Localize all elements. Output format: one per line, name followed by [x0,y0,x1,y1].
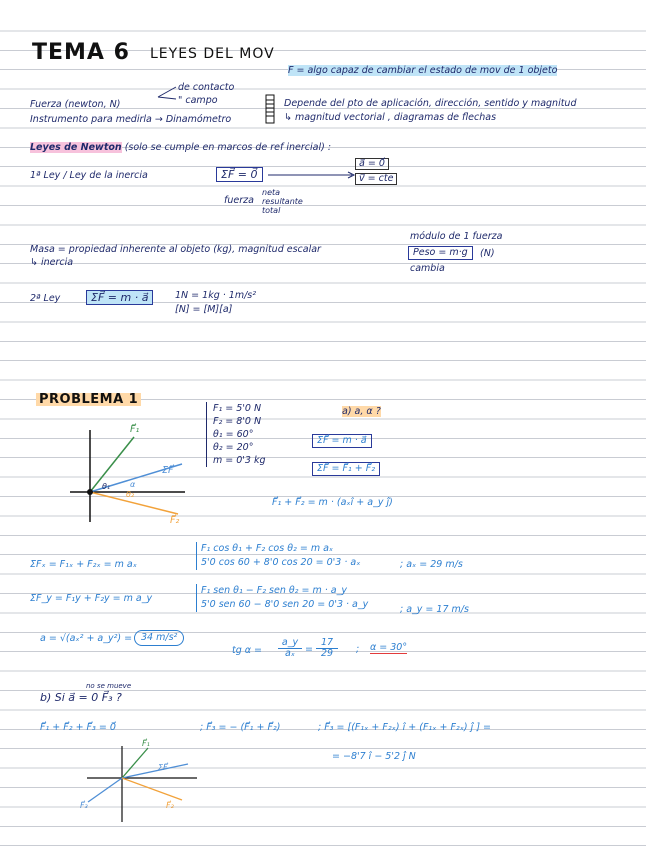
sumfy-right: F₁ sen θ₁ − F₂ sen θ₂ = m · a_y 5'0 sen 60 − 8'0 sen 20 = 0'3 · a_y [196,584,368,612]
sumf-label-b: ΣF⃗ [158,763,168,772]
page-subtitle: LEYES DEL MOV [150,46,275,62]
semicolon: ; [356,644,360,655]
vector-magnitude-line: ↳ magnitud vectorial , diagramas de flechas [284,112,497,123]
b-equation-3: ; F⃗₃ = [(F₁ₓ + F₂ₓ) î + (F₁ₓ + F₂ₓ) ĵ ] = [318,722,492,733]
newton-dims: [N] = [M][a] [175,304,233,315]
tg-alpha: tg α = [232,645,263,656]
first-law-v-const: v⃗ = cte [355,173,397,185]
question-a: a) a, α ? [342,406,381,417]
f1-label: F⃗₁ [130,424,140,435]
f1-label-b: F⃗₁ [142,739,150,748]
tg-frac1: a_y aₓ [278,638,302,658]
first-law-a-zero: a⃗ = 0⃗ [355,158,389,170]
problem-data: F₁ = 5'0 N F₂ = 8'0 N θ₁ = 60° θ₂ = 20° m = 0'3 kg [206,402,266,467]
f2-label: F⃗₂ [170,515,180,526]
alpha-result: α = 30° [370,642,408,653]
mass-definition: Masa = propiedad inherente al objeto (kg), magnitud escalar [30,244,321,255]
ay-result: ; a_y = 17 m/s [400,604,469,615]
arrow-to-consequence [268,171,358,179]
force-diagram-b [82,739,202,832]
problem-title: PROBLEMA 1 [36,393,141,406]
newton-heading: Leyes de Newton (solo se cumple en marcos de ref inercial) : [30,142,332,153]
sumf-f1-f2: ΣF⃗ = F⃗₁ + F⃗₂ [312,462,380,476]
branch-lines [158,85,178,105]
sumfy-left: ΣF_y = F₁y + F₂y = m a_y [30,593,153,604]
equals-1: = [305,644,313,655]
alpha-label: α [130,480,136,489]
first-law-formula: ΣF⃗ = 0⃗ [216,167,263,182]
module-note: módulo de 1 fuerza [410,231,503,242]
sumf-label: ΣF⃗ [162,465,174,476]
theta2-label: θ₂ [126,490,135,499]
theta1-label: θ₁ [102,482,111,491]
contact-force-label: de contacto [178,82,235,93]
second-law-label: 2ª Ley [30,293,61,304]
b-equation-1: F⃗₁ + F⃗₂ + F⃗₃ = 0⃗ [40,722,116,733]
newton-unit: 1N = 1kg · 1m/s² [175,290,257,301]
a-modulus: a = √(aₓ² + a_y²) = [40,633,133,644]
weight-unit: (N) [480,248,495,259]
a-value: 34 m/s² [134,630,184,646]
question-b: b) Si a⃗ = 0 F⃗₃ ? [40,691,122,704]
inertia-note: ↳ inercia [30,257,74,268]
force-definition: F = algo capaz de cambiar el estado de mov de 1 objeto [288,65,558,76]
changes-note: cambia [410,263,445,274]
sumfx-right: F₁ cos θ₁ + F₂ cos θ₂ = m aₓ 5'0 cos 60 + 8'0 cos 20 = 0'3 · aₓ [196,542,360,570]
first-law-label: 1ª Ley / Ley de la inercia [30,170,148,181]
dynamometer-icon [263,94,277,124]
b-equation-2: ; F⃗₃ = − (F⃗₁ + F⃗₂) [200,722,281,733]
f2-label-b: F⃗₂ [166,801,174,810]
fuerza-label: fuerza [224,195,254,206]
instrument-line: Instrumento para medirla → Dinamómetro [30,114,232,125]
sumf-ma: ΣF⃗ = m · a⃗ [312,434,372,448]
force-unit-line: Fuerza (newton, N) [30,99,121,110]
no-mueve-note: no se mueve [86,682,132,690]
f3-label-b: F⃗₃ [80,801,88,810]
fuerza-kinds: neta resultante total [262,188,303,215]
b-result: = −8'7 î − 5'2 ĵ N [332,751,416,762]
sumfx-left: ΣFₓ = F₁ₓ + F₂ₓ = m aₓ [30,559,137,570]
page-title: TEMA 6 [32,40,130,65]
weight-formula: Peso = m·g [408,246,473,260]
field-force-label: " campo [178,95,218,106]
tg-frac2: 17 29 [316,638,338,658]
second-law-formula: ΣF⃗ = m · a⃗ [86,290,153,305]
vector-expand: F⃗₁ + F⃗₂ = m · (aₓî + a_y ĵ) [272,497,393,508]
depends-line: Depende del pto de aplicación, dirección, sentido y magnitud [284,98,577,109]
ax-result: ; aₓ = 29 m/s [400,559,463,570]
